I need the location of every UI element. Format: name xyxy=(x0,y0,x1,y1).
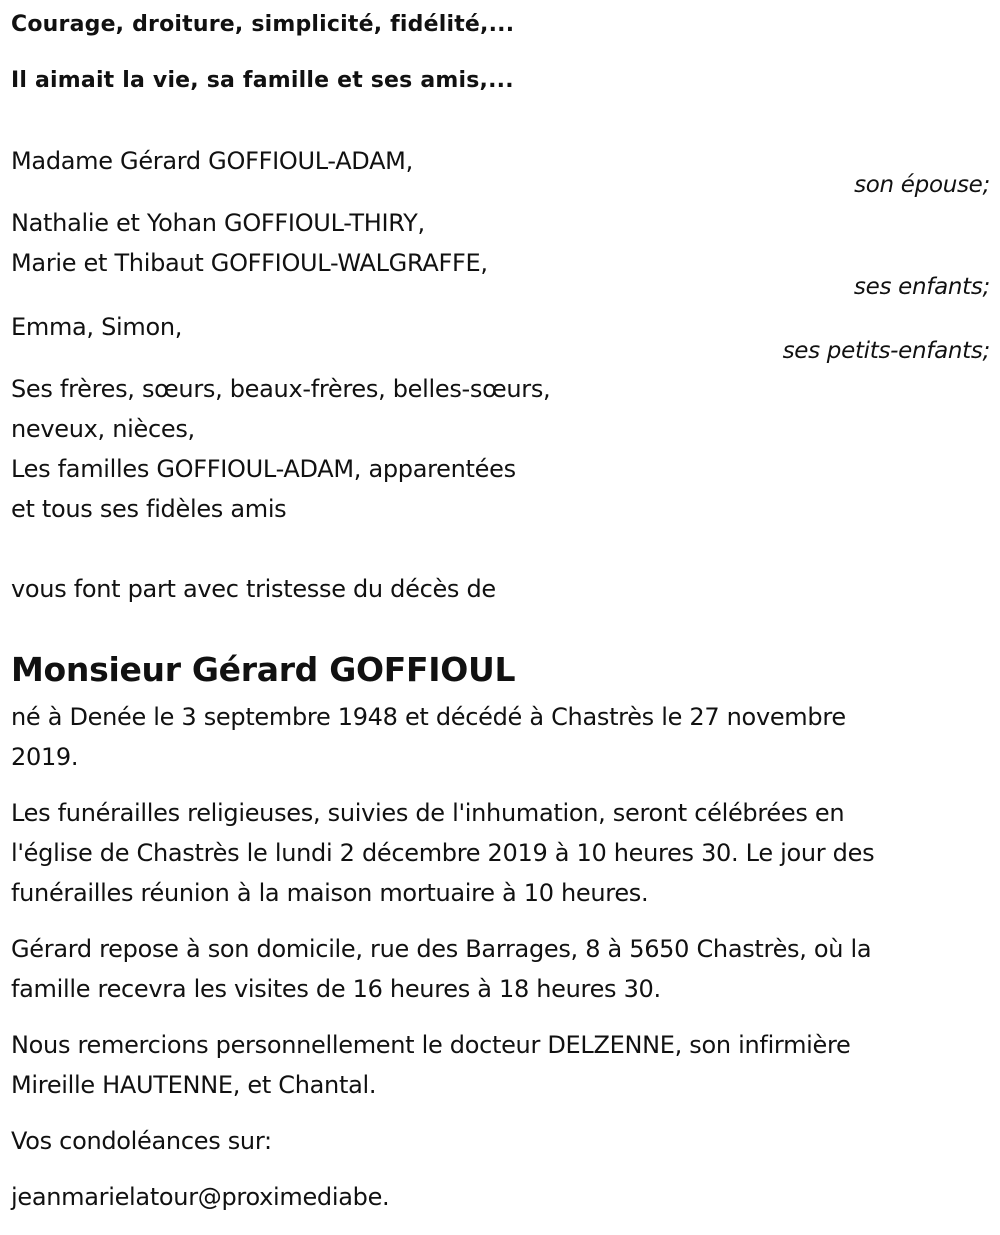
condolences-email-container xyxy=(11,1183,389,1211)
visitation-line-1: Gérard repose à son domicile, rue des Barrages, 8 à 5650 Chastrès, où la xyxy=(11,935,872,963)
birth-death-line-2: 2019. xyxy=(11,743,79,771)
birth-death-line-1: né à Denée le 3 septembre 1948 et décédé à Chastrès le 27 novembre xyxy=(11,703,846,731)
spouse-name: Madame Gérard GOFFIOUL-ADAM, xyxy=(11,147,413,175)
deceased-name: Monsieur Gérard GOFFIOUL xyxy=(11,650,516,689)
children-role: ses enfants; xyxy=(853,274,990,300)
grandchildren-names: Emma, Simon, xyxy=(11,313,183,341)
child-line-1: Nathalie et Yohan GOFFIOUL-THIRY, xyxy=(11,209,425,237)
funeral-line-3: funérailles réunion à la maison mortuaire à 10 heures. xyxy=(11,879,649,907)
funeral-line-1: Les funérailles religieuses, suivies de l'inhumation, seront célébrées en xyxy=(11,799,845,827)
thanks-line-1: Nous remercions personnellement le docteur DELZENNE, son infirmière xyxy=(11,1031,851,1059)
motto-line-2: Il aimait la vie, sa famille et ses amis,... xyxy=(11,68,514,93)
relatives-line-1: Ses frères, sœurs, beaux-frères, belles-sœurs, xyxy=(11,375,551,403)
motto-line-1: Courage, droiture, simplicité, fidélité,... xyxy=(11,12,515,37)
relatives-line-4: et tous ses fidèles amis xyxy=(11,495,287,523)
spouse-role: son épouse; xyxy=(854,172,990,198)
relatives-line-2: neveux, nièces, xyxy=(11,415,195,443)
child-line-2: Marie et Thibaut GOFFIOUL-WALGRAFFE, xyxy=(11,249,488,277)
grandchildren-role: ses petits-enfants; xyxy=(782,338,990,364)
announcement-text: vous font part avec tristesse du décès de xyxy=(11,575,496,603)
thanks-line-2: Mireille HAUTENNE, et Chantal. xyxy=(11,1071,377,1099)
relatives-line-3: Les familles GOFFIOUL-ADAM, apparentées xyxy=(11,455,516,483)
visitation-line-2: famille recevra les visites de 16 heures à 18 heures 30. xyxy=(11,975,661,1003)
condolences-label: Vos condoléances sur: xyxy=(11,1127,272,1155)
funeral-line-2: l'église de Chastrès le lundi 2 décembre 2019 à 10 heures 30. Le jour des xyxy=(11,839,875,867)
condolences-email-link[interactable]: jeanmarielatour@proximediabe. xyxy=(11,1183,390,1211)
